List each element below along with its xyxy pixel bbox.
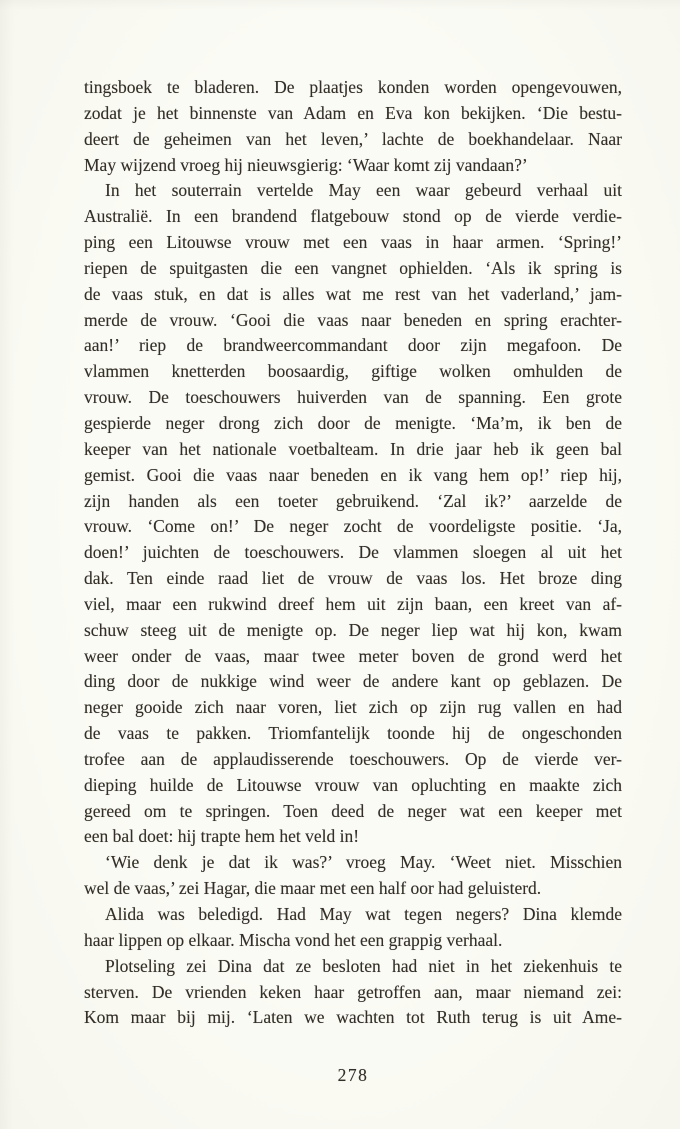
text-line: aan!’ riep de brandweercommandant door zijn megafoon. De [84,335,622,356]
text-line: sterven. De vrienden keken haar getroffen aan, maar niemand zei: [84,981,622,1002]
text-line: In het souterrain vertelde May een waar gebeurd verhaal uit [105,180,622,201]
text-line: gemist. Gooi die vaas naar beneden en ik vang hem op!’ riep hij, [84,464,622,485]
text-line: Australië. In een brandend flatgebouw stond op de vierde verdie- [84,206,622,227]
text-line: doen!’ juichten de toeschouwers. De vlammen sloegen al uit het [84,542,622,563]
text-line: weer onder de vaas, maar twee meter boven de grond werd het [84,645,622,666]
text-line: gespierde neger drong zich door de menigte. ‘Ma’m, ik ben de [84,412,622,433]
text-line: viel, maar een rukwind dreef hem uit zijn baan, een kreet van af- [84,593,622,614]
text-line: keeper van het nationale voetbalteam. In drie jaar heb ik geen bal [84,438,622,459]
text-line: vrouw. De toeschouwers huiverden van de spanning. Een grote [84,387,622,408]
text-line: gereed om te springen. Toen deed de neger wat een keeper met [84,800,622,821]
text-line: Kom maar bij mij. ‘Laten we wachten tot Ruth terug is uit Ame- [84,1007,622,1028]
text-line: de vaas te pakken. Triomfantelijk toonde hij de ongeschonden [84,723,622,744]
text-line: trofee aan de applaudisserende toeschouwers. Op de vierde ver- [84,748,622,769]
text-line: de vaas stuk, en dat is alles wat me rest van het vaderland,’ jam- [84,283,622,304]
text-line: dieping huilde de Litouwse vrouw van opluchting en maakte zich [84,774,622,795]
text-line: tingsboek te bladeren. De plaatjes konden worden opengevouwen, [84,77,622,97]
text-line: dak. Ten einde raad liet de vrouw de vaas los. Het broze ding [84,568,622,589]
text-line: merde de vrouw. ‘Gooi die vaas naar beneden en spring erachter- [84,309,622,330]
text-line: vrouw. ‘Come on!’ De neger zocht de voordeligste positie. ‘Ja, [84,516,622,537]
text-line: neger gooide zich naar voren, liet zich op zijn rug vallen en had [84,697,622,718]
text-line: deert de geheimen van het leven,’ lachte de boekhandelaar. Naar [84,128,622,149]
text-line: Plotseling zei Dina dat ze besloten had niet in het ziekenhuis te [105,955,622,976]
text-line: riepen de spuitgasten die een vangnet ophielden. ‘Als ik spring is [84,257,622,278]
text-line: haar lippen op elkaar. Mischa vond het een grappig verhaal. [84,929,503,950]
text-line: vlammen knetterden boosaardig, giftige wolken omhulden de [84,361,622,382]
text-line: wel de vaas,’ zei Hagar, die maar met een half oor had geluisterd. [84,878,542,899]
text-line: een bal doet: hij trapte hem het veld in! [84,826,360,847]
text-line: ping een Litouwse vrouw met een vaas in haar armen. ‘Spring!’ [84,232,622,253]
text-line: ding door de nukkige wind weer de andere kant op geblazen. De [84,671,622,692]
text-line: zodat je het binnenste van Adam en Eva kon bekijken. ‘Die bestu- [84,102,622,123]
body-text [84,75,622,1031]
text-line: zijn handen als een toeter gebruikend. ‘Zal ik?’ aarzelde de [84,490,622,511]
text-line: schuw steeg uit de menigte op. De neger liep wat hij kon, kwam [84,619,622,640]
page-number: 278 [337,1065,369,1085]
text-line: May wijzend vroeg hij nieuwsgierig: ‘Waar komt zij vandaan?’ [84,154,528,175]
text-line: ‘Wie denk je dat ik was?’ vroeg May. ‘Weet niet. Misschien [105,852,622,873]
text-line: Alida was beledigd. Had May wat tegen negers? Dina klemde [105,904,622,924]
